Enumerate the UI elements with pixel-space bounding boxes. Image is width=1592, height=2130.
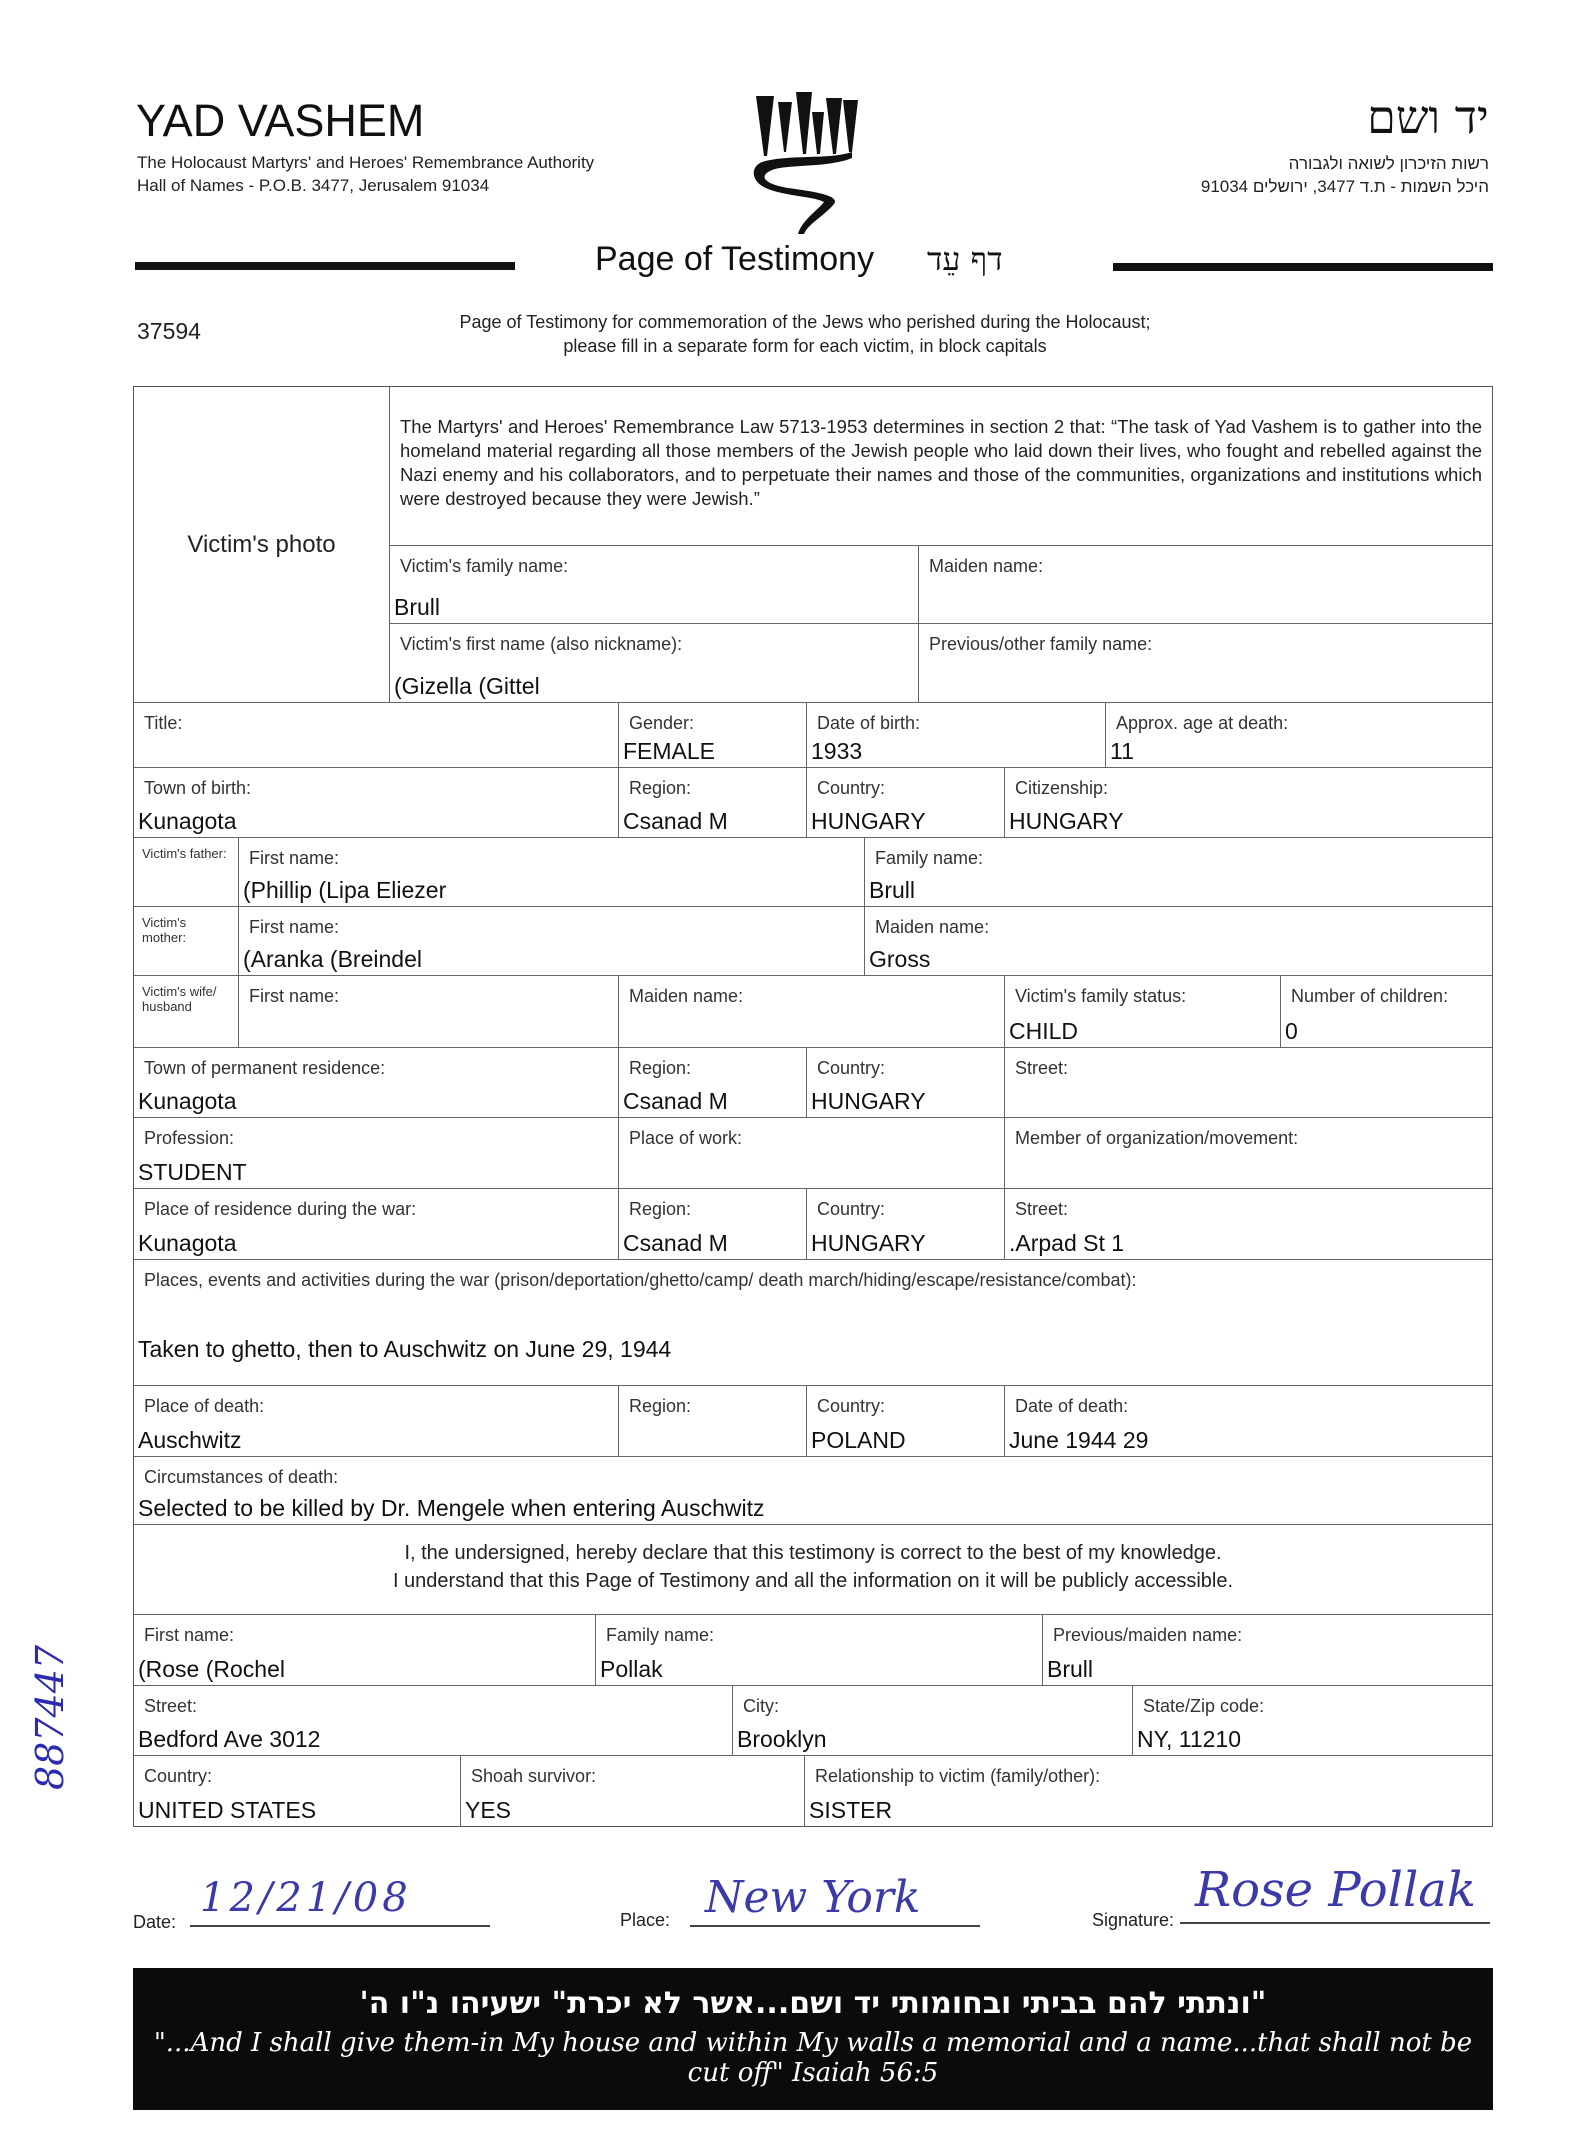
death-row — [134, 1385, 1492, 1456]
title-field[interactable] — [134, 703, 618, 767]
gender-label: Gender: — [629, 713, 695, 733]
signature-line — [1180, 1922, 1490, 1924]
residence-country-field[interactable] — [806, 1048, 1004, 1117]
death-region-field[interactable] — [618, 1386, 806, 1456]
place-of-death-value: Auschwitz — [138, 1427, 242, 1453]
father-side-label-cell — [134, 838, 238, 906]
circumstances-field[interactable] — [134, 1457, 1492, 1524]
place-handwritten[interactable]: New York — [705, 1872, 921, 1923]
place-of-death-field[interactable] — [134, 1386, 618, 1456]
date-handwritten[interactable]: 12/21/08 — [200, 1875, 412, 1921]
mother-first-name-field[interactable] — [238, 907, 864, 975]
form-instructions — [400, 310, 1210, 358]
war-residence-street-field[interactable] — [1004, 1189, 1492, 1259]
work-row — [134, 1117, 1492, 1188]
submitter-family-name-field[interactable] — [595, 1615, 1042, 1685]
mother-first-name-value: (Aranka (Breindel — [243, 946, 422, 972]
place-line — [690, 1925, 980, 1927]
menorah-logo-icon — [748, 84, 858, 234]
org-line1-en: The Holocaust Martyrs' and Heroes' Remembrance Authority — [137, 153, 595, 172]
spouse-first-name-field[interactable] — [238, 976, 618, 1047]
residence-row — [134, 1047, 1492, 1117]
mother-maiden-name-label: Maiden name: — [875, 917, 990, 937]
organization-field[interactable] — [1004, 1118, 1492, 1188]
date-of-death-label: Date of death: — [1015, 1396, 1129, 1416]
war-residence-place-label: Place of residence during the war: — [144, 1199, 417, 1219]
profession-label: Profession: — [144, 1128, 235, 1148]
town-of-birth-label: Town of birth: — [144, 778, 252, 798]
victim-basic-row — [134, 702, 1492, 767]
declaration-row — [134, 1524, 1492, 1614]
death-country-field[interactable] — [806, 1386, 1004, 1456]
submitter-city-value: Brooklyn — [737, 1726, 827, 1752]
submitter-address-row — [134, 1685, 1492, 1755]
law-quote: The Martyrs' and Heroes' Remembrance Law 5713-1953 determines in section 2 that: “The task of Yad Vashem is to gather into the homeland material regarding all those members of the Jewish people who laid down their lives, who fought and rebelled against the Nazi enemy and his collaborators, and to perpetuate their names and those of the communities, organizations and institutions which were destroyed because they were Jewish.” — [400, 416, 1482, 509]
war-events-label: Places, events and activities during the war (prison/deportation/ghetto/camp/ death march/hiding/escape/resistance/combat): — [144, 1270, 1137, 1290]
war-residence-street-value: .Arpad St 1 — [1009, 1230, 1125, 1256]
birth-region-label: Region: — [629, 778, 692, 798]
submitter-family-name-value: Pollak — [600, 1656, 663, 1682]
banner-hebrew: "ונתתי להם בביתי ובחומותי יד ושם...אשר לא יכרת" ישעיהו נ"ו ה' — [359, 1986, 1267, 2021]
father-family-name-label: Family name: — [875, 848, 984, 868]
residence-country-label: Country: — [817, 1058, 886, 1078]
birth-row — [134, 767, 1492, 837]
mother-maiden-name-field[interactable] — [864, 907, 1492, 975]
family-status-value: CHILD — [1009, 1018, 1079, 1044]
date-line — [190, 1925, 490, 1927]
spouse-first-name-label: First name: — [249, 986, 340, 1006]
age-at-death-label: Approx. age at death: — [1116, 713, 1289, 733]
title-rule-left — [135, 262, 515, 270]
victim-family-name-field[interactable] — [390, 546, 918, 624]
place-of-death-label: Place of death: — [144, 1396, 265, 1416]
war-residence-region-label: Region: — [629, 1199, 692, 1219]
victim-photo-placeholder[interactable]: Victim's photo — [134, 387, 390, 702]
birth-region-field[interactable] — [618, 768, 806, 837]
spouse-maiden-name-field[interactable] — [618, 976, 1004, 1047]
mother-side-label-cell — [134, 907, 238, 975]
relationship-value: SISTER — [809, 1797, 893, 1823]
residence-town-field[interactable] — [134, 1048, 618, 1117]
spouse-row — [134, 975, 1492, 1047]
spouse-maiden-name-label: Maiden name: — [629, 986, 744, 1006]
circumstances-label: Circumstances of death: — [144, 1467, 339, 1487]
relationship-field[interactable] — [804, 1756, 1492, 1826]
number-of-children-label: Number of children: — [1291, 986, 1449, 1006]
death-country-label: Country: — [817, 1396, 886, 1416]
submitter-previous-name-field[interactable] — [1042, 1615, 1492, 1685]
date-label: Date: — [133, 1912, 177, 1932]
mother-maiden-name-value: Gross — [869, 946, 931, 972]
birth-country-value: HUNGARY — [811, 808, 926, 834]
title-rule-right — [1113, 263, 1493, 271]
circumstances-value: Selected to be killed by Dr. Mengele when entering Auschwitz — [138, 1495, 765, 1521]
mother-side-label: Victim's mother: — [142, 915, 187, 945]
number-of-children-value: 0 — [1285, 1018, 1298, 1044]
victim-family-name-label: Victim's family name: — [400, 555, 569, 576]
submitter-city-label: City: — [743, 1696, 779, 1716]
place-of-work-label: Place of work: — [629, 1128, 743, 1148]
residence-street-field[interactable] — [1004, 1048, 1492, 1117]
org-address-he — [1201, 152, 1489, 198]
residence-region-label: Region: — [629, 1058, 692, 1078]
survivor-field[interactable] — [460, 1756, 804, 1826]
org-address-en — [137, 151, 594, 197]
page-title: Page of Testimony — [595, 240, 875, 278]
residence-country-value: HUNGARY — [811, 1088, 926, 1114]
relationship-label: Relationship to victim (family/other): — [815, 1766, 1101, 1786]
submitter-country-label: Country: — [144, 1766, 213, 1786]
submitter-city-field[interactable] — [732, 1686, 1132, 1755]
victim-previous-name-label: Previous/other family name: — [929, 634, 1153, 655]
mother-first-name-label: First name: — [249, 917, 340, 937]
submitter-street-value: Bedford Ave 3012 — [138, 1726, 321, 1752]
citizenship-value: HUNGARY — [1009, 808, 1124, 834]
org-name-he: יד ושם — [1367, 90, 1489, 144]
place-label: Place: — [620, 1910, 671, 1930]
age-at-death-value: 11 — [1110, 738, 1134, 764]
victim-form — [133, 386, 1493, 1827]
number-of-children-field[interactable] — [1280, 976, 1492, 1047]
declaration-line1: I, the undersigned, hereby declare that this testimony is correct to the best of my knowledge. — [404, 1542, 1222, 1564]
handwritten-margin-number: 887447 — [28, 1644, 72, 1790]
form-number: 37594 — [137, 318, 201, 344]
war-events-row — [134, 1259, 1492, 1385]
gender-field[interactable] — [618, 703, 806, 767]
war-residence-country-label: Country: — [817, 1199, 886, 1219]
submitter-previous-name-value: Brull — [1047, 1656, 1094, 1682]
isaiah-quote-banner — [133, 1968, 1493, 2110]
war-residence-country-value: HUNGARY — [811, 1230, 926, 1256]
org-name-en: YAD VASHEM — [136, 95, 425, 146]
circumstances-row — [134, 1456, 1492, 1524]
submitter-relation-row — [134, 1755, 1492, 1826]
family-status-field[interactable] — [1004, 976, 1280, 1047]
father-first-name-field[interactable] — [238, 838, 864, 906]
survivor-label: Shoah survivor: — [471, 1766, 597, 1786]
family-status-label: Victim's family status: — [1015, 986, 1187, 1006]
place-of-work-field[interactable] — [618, 1118, 1004, 1188]
signature-handwritten[interactable]: Rose Pollak — [1195, 1862, 1476, 1918]
age-at-death-field[interactable] — [1105, 703, 1492, 767]
war-residence-place-value: Kunagota — [138, 1230, 237, 1256]
profession-field[interactable] — [134, 1118, 618, 1188]
residence-region-field[interactable] — [618, 1048, 806, 1117]
victim-first-name-value: (Gizella (Gittel — [394, 673, 540, 700]
gender-value: FEMALE — [623, 738, 716, 764]
profession-value: STUDENT — [138, 1159, 247, 1185]
war-residence-street-label: Street: — [1015, 1199, 1069, 1219]
submitter-state-zip-label: State/Zip code: — [1143, 1696, 1265, 1716]
war-residence-place-field[interactable] — [134, 1189, 618, 1259]
mother-row — [134, 906, 1492, 975]
war-events-field[interactable] — [134, 1260, 1492, 1385]
residence-town-value: Kunagota — [138, 1088, 237, 1114]
organization-label: Member of organization/movement: — [1015, 1128, 1299, 1148]
father-first-name-value: (Phillip (Lipa Eliezer — [243, 877, 447, 903]
victim-previous-name-field[interactable] — [918, 624, 1492, 702]
war-residence-region-field[interactable] — [618, 1189, 806, 1259]
father-family-name-field[interactable] — [864, 838, 1492, 906]
victim-first-name-field[interactable] — [390, 624, 918, 702]
submitter-country-value: UNITED STATES — [138, 1797, 317, 1823]
war-residence-row — [134, 1188, 1492, 1259]
instructions-line1: Page of Testimony for commemoration of the Jews who perished during the Holocaust; — [459, 312, 1151, 332]
war-residence-region-value: Csanad M — [623, 1230, 728, 1256]
org-line2-en: Hall of Names - P.O.B. 3477, Jerusalem 91034 — [137, 176, 490, 195]
victim-family-name-value: Brull — [394, 594, 441, 621]
submitter-street-field[interactable] — [134, 1686, 732, 1755]
town-of-birth-value: Kunagota — [138, 808, 237, 834]
war-events-value: Taken to ghetto, then to Auschwitz on June 29, 1944 — [138, 1336, 672, 1362]
submitter-state-zip-value: NY, 11210 — [1137, 1726, 1242, 1752]
instructions-line2: please fill in a separate form for each victim, in block capitals — [563, 336, 1047, 356]
war-residence-country-field[interactable] — [806, 1189, 1004, 1259]
org-line2-he: היכל השמות - ת.ד 3477, ירושלים 91034 — [1200, 177, 1489, 196]
death-country-value: POLAND — [811, 1427, 906, 1453]
survivor-value: YES — [465, 1797, 512, 1823]
spouse-side-label-cell — [134, 976, 238, 1047]
signature-label: Signature: — [1092, 1910, 1175, 1930]
submitter-name-row — [134, 1614, 1492, 1685]
submitter-state-zip-field[interactable] — [1132, 1686, 1492, 1755]
citizenship-field[interactable] — [1004, 768, 1492, 837]
page-title-he: דף עֵד — [927, 240, 1003, 278]
declaration-text — [134, 1525, 1492, 1614]
submitter-country-field[interactable] — [134, 1756, 460, 1826]
victim-maiden-name-field[interactable] — [918, 546, 1492, 624]
banner-english: "...And I shall give them-in My house and within My walls a memorial and a name...that shall not be cut off" Isaiah 56:5 — [153, 2028, 1473, 2088]
declaration-line2: I understand that this Page of Testimony and all the information on it will be publicly accessible. — [392, 1570, 1234, 1592]
date-of-death-field[interactable] — [1004, 1386, 1492, 1456]
date-of-birth-field[interactable] — [806, 703, 1105, 767]
submitter-first-name-value: (Rose (Rochel — [138, 1656, 285, 1682]
submitter-family-name-label: Family name: — [606, 1625, 715, 1645]
residence-town-label: Town of permanent residence: — [144, 1058, 386, 1078]
birth-region-value: Csanad M — [623, 808, 728, 834]
submitter-first-name-field[interactable] — [134, 1615, 595, 1685]
birth-country-label: Country: — [817, 778, 886, 798]
title-label: Title: — [144, 713, 183, 733]
submitter-previous-name-label: Previous/maiden name: — [1053, 1625, 1243, 1645]
submitter-first-name-label: First name: — [144, 1625, 235, 1645]
victim-name-block — [134, 387, 1492, 702]
submitter-street-label: Street: — [144, 1696, 198, 1716]
date-of-birth-value: 1933 — [811, 738, 863, 764]
victim-first-name-label: Victim's first name (also nickname): — [400, 634, 683, 655]
father-family-name-value: Brull — [869, 877, 916, 903]
citizenship-label: Citizenship: — [1015, 778, 1109, 798]
spouse-side-label: Victim's wife/ husband — [142, 984, 217, 1014]
residence-region-value: Csanad M — [623, 1088, 728, 1114]
father-first-name-label: First name: — [249, 848, 340, 868]
birth-country-field[interactable] — [806, 768, 1004, 837]
death-region-label: Region: — [629, 1396, 692, 1416]
date-of-birth-label: Date of birth: — [817, 713, 921, 733]
father-side-label: Victim's father: — [142, 846, 227, 861]
father-row — [134, 837, 1492, 906]
date-of-death-value: June 1944 29 — [1009, 1427, 1149, 1453]
residence-street-label: Street: — [1015, 1058, 1069, 1078]
town-of-birth-field[interactable] — [134, 768, 618, 837]
org-line1-he: רשות הזיכרון לשואה ולגבורה — [1288, 154, 1489, 173]
victim-maiden-name-label: Maiden name: — [929, 555, 1044, 576]
